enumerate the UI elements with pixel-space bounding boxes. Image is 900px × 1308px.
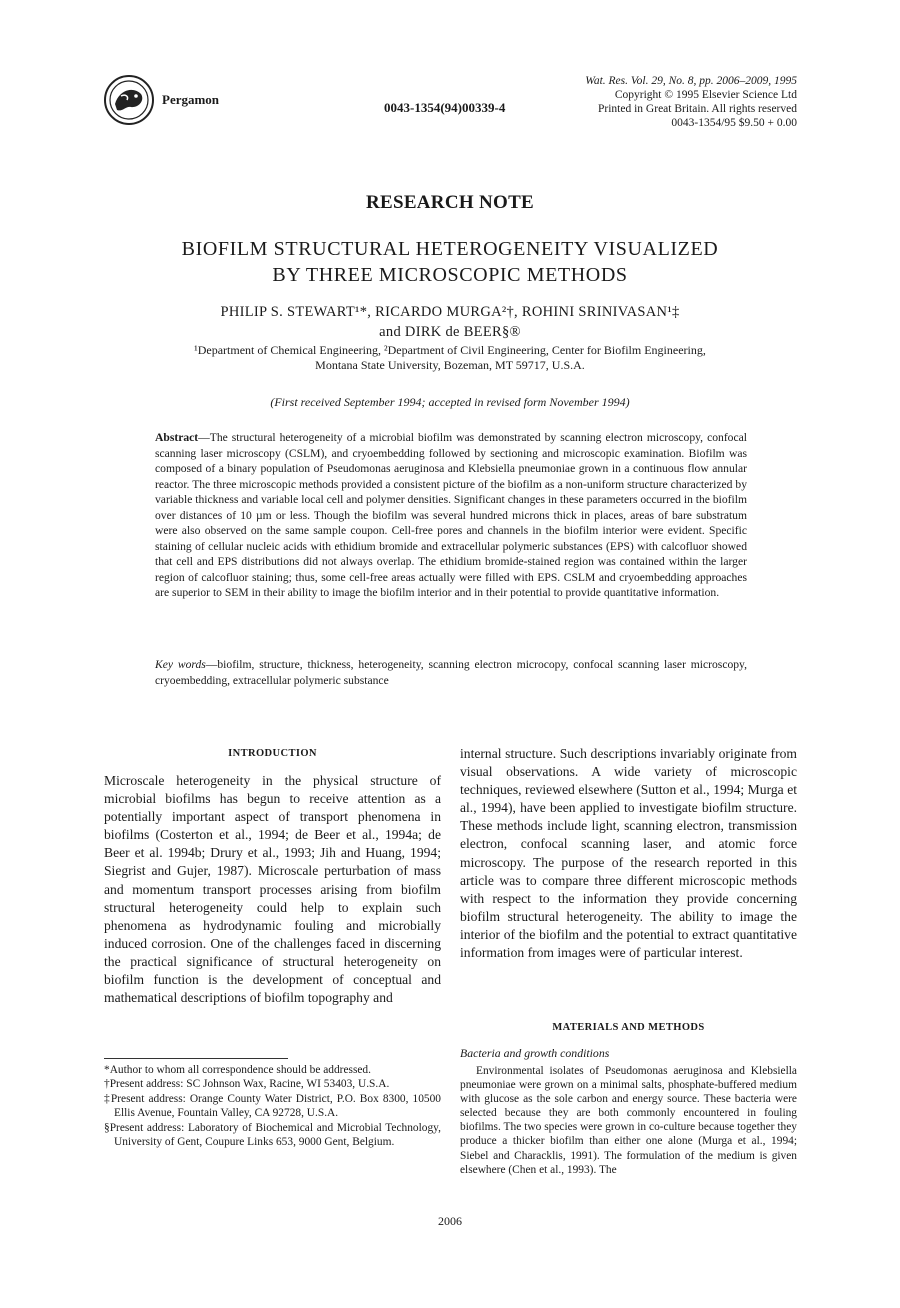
footnote: §Present address: Laboratory of Biochemical and Microbial Technology, University of Gent, Coupure Links 653, 9000 Gent, Belgium. [104, 1122, 441, 1148]
printed-line: Printed in Great Britain. All rights reserved [598, 103, 797, 115]
footnote: *Author to whom all correspondence should be addressed. [104, 1064, 371, 1076]
journal-info [585, 74, 797, 130]
keywords-label: Key words [155, 658, 206, 671]
journal-line: Wat. Res. Vol. 29, No. 8, pp. 2006–2009, 1995 [585, 75, 797, 87]
article-code: 0043-1354(94)00339-4 [384, 100, 506, 115]
methods-subheading: Bacteria and growth conditions [460, 1046, 610, 1060]
keywords-text: —biofilm, structure, thickness, heterogeneity, scanning electron microcopy, confocal scanning laser microscopy, cryoembedding, extracellular polymeric substance [155, 658, 747, 687]
page-number: 2006 [438, 1214, 462, 1228]
affiliation-line: Montana State University, Bozeman, MT 59717, U.S.A. [315, 358, 585, 372]
author-line: PHILIP S. STEWART¹*, RICARDO MURGA²†, ROHINI SRINIVASAN¹‡ [220, 304, 680, 320]
methods-heading-wrap [460, 1022, 797, 1033]
intro-heading: INTRODUCTION [228, 748, 317, 759]
abstract-text: —The structural heterogeneity of a microbial biofilm was demonstrated by scanning electron microscopy, confocal scanning laser microscopy (CSLM), and cryoembedding followed by sectioning and microscopic examination. Biofilm was composed of a binary population of Pseudomonas aeruginosa and Klebsiella pneumoniae grown in a continuous flow annular reactor. The three microscopic methods provided a consistent picture of the biofilm as a non-uniform structure characterized by variable thickness and variable local cell and polymer densities. Significant changes in these parameters occurred in the biofilm over distances of 10 µm or less. Though the biofilm was several hundred microns thick in places, areas of bare substratum were also observed on the same sample coupon. Cell-free pores and channels in the biofilm interior were evident. Specific staining of cellular nucleic acids with ethidium bromide and extracellular polymeric substances (EPS) with calcofluor showed that cell and EPS distributions did not always overlap. The ethidium bromide-stained region was contained within the larger region of calcofluor staining; thus, some cell-free areas actually were filled with EPS. CSLM and cryoembedding approaches are superior to SEM in their ability to image the biofilm interior and in their potential to provide quantitative information. [155, 431, 747, 599]
copyright-line: Copyright © 1995 Elsevier Science Ltd [614, 89, 797, 101]
price-line: 0043-1354/95 $9.50 + 0.00 [671, 117, 797, 129]
intro-heading-wrap [104, 748, 441, 759]
author-line: and DIRK de BEER§® [379, 324, 521, 340]
affiliations [0, 343, 900, 373]
methods-paragraph: Environmental isolates of Pseudomonas aeruginosa and Klebsiella pneumoniae were grown on a minimal salts, phosphate-buffered medium with glucose as the sole carbon and energy source. These bacteria were selected because they are both commonly encountered in fouling biofilms. The two species were grown in co-culture because together they produce a thicker biofilm than either one alone (Murga et al., 1994; Siebel and Characklis, 1991). The formulation of the medium is given elsewhere (Chen et al., 1993). The [460, 1065, 797, 1176]
note-label: RESEARCH NOTE [365, 192, 535, 213]
author-list [0, 302, 900, 342]
title-line: BY THREE MICROSCOPIC METHODS [272, 264, 628, 286]
publisher-name: Pergamon [162, 92, 220, 107]
keywords [155, 657, 747, 688]
affiliation-line: ¹Department of Chemical Engineering, ²Department of Civil Engineering, Center for Biofilm Engineering, [194, 343, 706, 357]
pergamon-logo-icon [103, 74, 155, 126]
footnotes [104, 1064, 441, 1150]
received-dates: (First received September 1994; accepted in revised form November 1994) [270, 395, 630, 409]
title-line: BIOFILM STRUCTURAL HETEROGENEITY VISUALIZED [181, 238, 719, 260]
footnote: ‡Present address: Orange County Water District, P.O. Box 8300, 10500 Ellis Avenue, Fountain Valley, CA 92728, U.S.A. [104, 1093, 441, 1119]
footnote-divider [104, 1058, 288, 1059]
methods-column [460, 1064, 797, 1177]
intro-paragraph-continued: internal structure. Such descriptions invariably originate from visual observations. A wide variety of microscopic techniques, reviewed elsewhere (Sutton et al., 1994; Murga et al., 1994), have been applied to investigate biofilm structure. These methods include light, scanning electron, transmission electron, confocal scanning laser, and atomic force microscopy. The purpose of the research reported in this article was to compare three different microscopic methods with respect to the information they provide concerning biofilm structural heterogeneity. The ability to image the interior of the biofilm and the potential to extract quantitative information from images were of particular interest. [460, 746, 797, 961]
intro-paragraph: Microscale heterogeneity in the physical structure of microbial biofilms has begun to receive attention as a potentially important aspect of transport phenomena in biofilms (Costerton et al., 1994; de Beer et al., 1994a; de Beer et al. 1994b; Drury et al., 1993; Jih and Huang, 1994; Siegrist and Gujer, 1987). Microscale perturbation of mass and momentum transport processes arising from biofilm structural heterogeneity could help to explain such phenomena as hydrodynamic fouling and microbially induced corrosion. One of the challenges faced in discerning the practical significance of structural heterogeneity on biofilm function is the development of conceptual and mathematical descriptions of biofilm topography and [104, 773, 441, 1006]
intro-left-column [104, 772, 441, 1007]
methods-heading: MATERIALS AND METHODS [552, 1022, 705, 1033]
abstract-label: Abstract [155, 431, 199, 444]
abstract [155, 430, 747, 601]
paper-title [0, 236, 900, 288]
intro-right-column [460, 745, 797, 962]
footnote: †Present address: SC Johnson Wax, Racine, WI 53403, U.S.A. [104, 1077, 390, 1090]
